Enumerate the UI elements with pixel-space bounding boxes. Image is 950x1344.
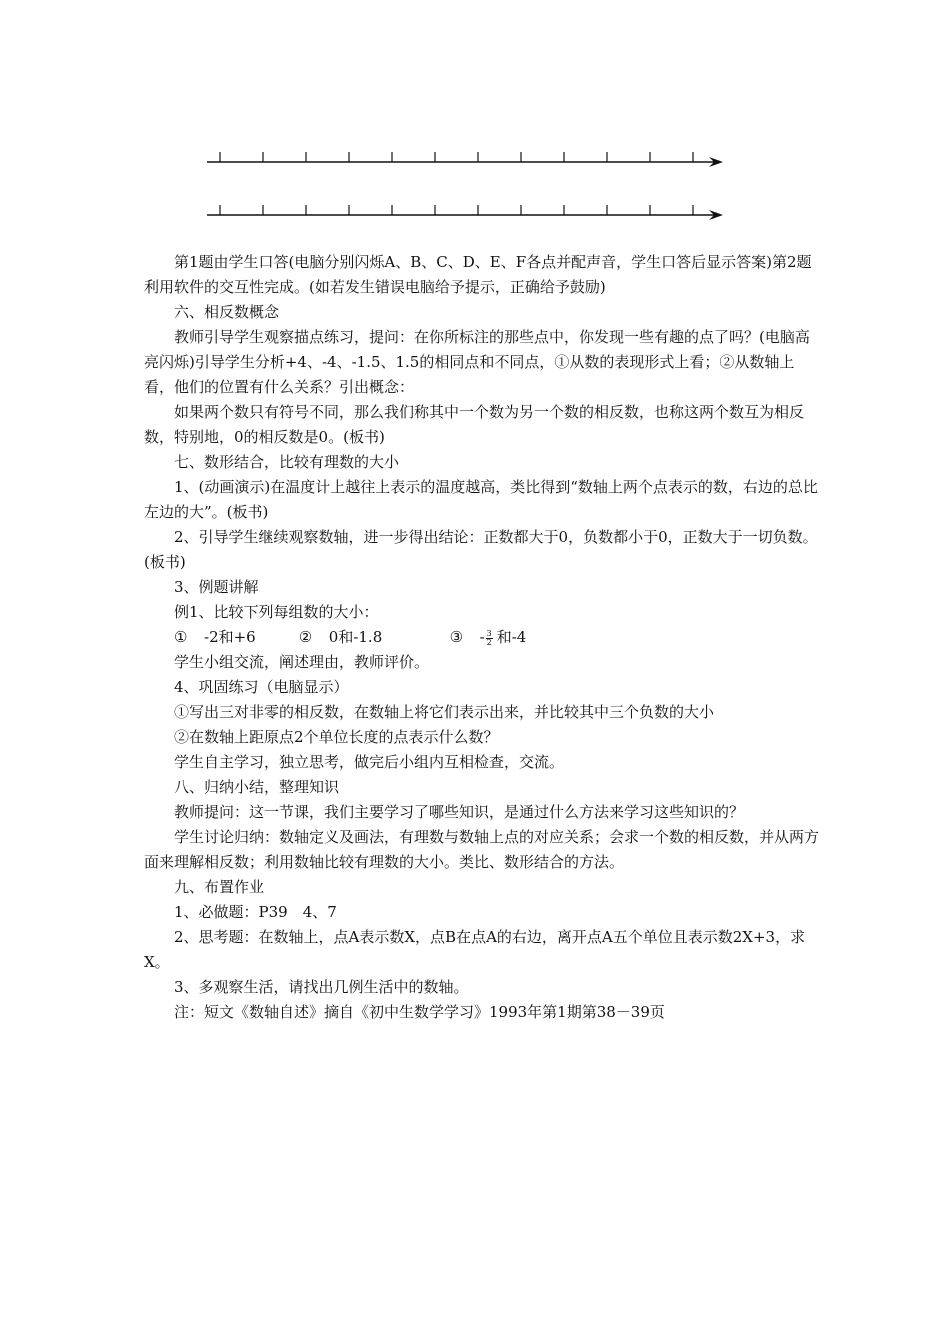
- section-7-paragraph-6: ①写出三对非零的相反数，在数轴上将它们表示出来，并比较其中三个负数的大小: [174, 703, 715, 721]
- example-item-1-text: -2和+6: [204, 628, 256, 646]
- number-lines-svg: [195, 150, 735, 230]
- practice-paragraph: 第1题由学生口答(电脑分别闪烁A、B、C、D、E、F各点并配声音，学生口答后显示答案)第2题利用软件的交互性完成。(如若发生错误电脑给予提示，正确给予鼓励): [144, 253, 812, 296]
- fraction-denominator: 2: [486, 637, 492, 647]
- section-7-paragraph-7: ②在数轴上距原点2个单位长度的点表示什么数？: [174, 728, 499, 746]
- section-6-heading: 六、相反数概念: [174, 303, 280, 321]
- number-lines-figure: [195, 150, 735, 230]
- section-9-heading: 九、布置作业: [174, 878, 265, 896]
- section-7-paragraph-1: 1、(动画演示)在温度计上越往上表示的温度越高，类比得到“数轴上两个点表示的数，右边的总比左边的大”。(板书): [144, 478, 818, 521]
- section-7-paragraph-3: 3、例题讲解: [174, 578, 259, 596]
- section-9-paragraph-2: 2、思考题：在数轴上，点A表示数X，点B在点A的右边，离开点A五个单位且表示数2X+3，求X。: [144, 928, 806, 971]
- example-items: [144, 625, 824, 650]
- section-7-paragraph-4: 学生小组交流，阐述理由，教师评价。: [174, 653, 430, 671]
- example-item-1-mark: ①: [174, 628, 188, 646]
- example-item-2-mark: ②: [298, 628, 313, 646]
- section-7-paragraph-5: 4、巩固练习（电脑显示）: [174, 678, 349, 696]
- source-note: 注：短文《数轴自述》摘自《初中生数学学习》1993年第1期第38－39页: [174, 1003, 665, 1021]
- example-item-3-fraction: [486, 630, 493, 647]
- section-7-paragraph-8: 学生自主学习，独立思考，做完后小组内互相检查，交流。: [174, 753, 565, 771]
- section-8-paragraph-1: 教师提问：这一节课，我们主要学习了哪些知识，是通过什么方法来学习这些知识的？: [174, 803, 745, 821]
- section-6-paragraph-2: 如果两个数只有符号不同，那么我们称其中一个数为另一个数的相反数，也称这两个数互为相反数，特别地，0的相反数是0。(板书): [144, 403, 805, 446]
- example-title: 例1、比较下列每组数的大小：: [174, 603, 379, 621]
- example-item-2: [299, 625, 445, 650]
- document-body: [144, 250, 824, 1025]
- section-7-heading: 七、数形结合，比较有理数的大小: [174, 453, 400, 471]
- example-item-3-sign: -: [479, 628, 485, 646]
- section-7-paragraph-2: 2、引导学生继续观察数轴，进一步得出结论：正数都大于0，负数都小于0，正数大于一切负数。(板书): [144, 528, 818, 571]
- example-item-3-mark: ③: [449, 628, 464, 646]
- section-8-heading: 八、归纳小结，整理知识: [174, 778, 340, 796]
- section-8-paragraph-2: 学生讨论归纳：数轴定义及画法，有理数与数轴上点的对应关系；会求一个数的相反数，并从两方面来理解相反数；利用数轴比较有理数的大小。类比、数形结合的方法。: [144, 828, 820, 871]
- section-9-paragraph-1: 1、必做题：P39 4、7: [174, 903, 337, 921]
- section-9-paragraph-3: 3、多观察生活，请找出几例生活中的数轴。: [174, 978, 469, 996]
- example-item-3-text: 和-4: [496, 628, 527, 646]
- section-6-paragraph-1: 教师引导学生观察描点练习，提问：在你所标注的那些点中，你发现一些有趣的点了吗？(电脑高亮闪烁)引导学生分析+4、-4、-1.5、1.5的相同点和不同点，①从数的表现形式上看；②从数轴上看，他们的位置有什么关系？引出概念：: [144, 328, 810, 396]
- example-item-1: [174, 625, 294, 650]
- example-item-3: [450, 625, 527, 650]
- example-item-2-text: 0和-1.8: [328, 628, 383, 646]
- fraction-numerator: 3: [486, 628, 492, 638]
